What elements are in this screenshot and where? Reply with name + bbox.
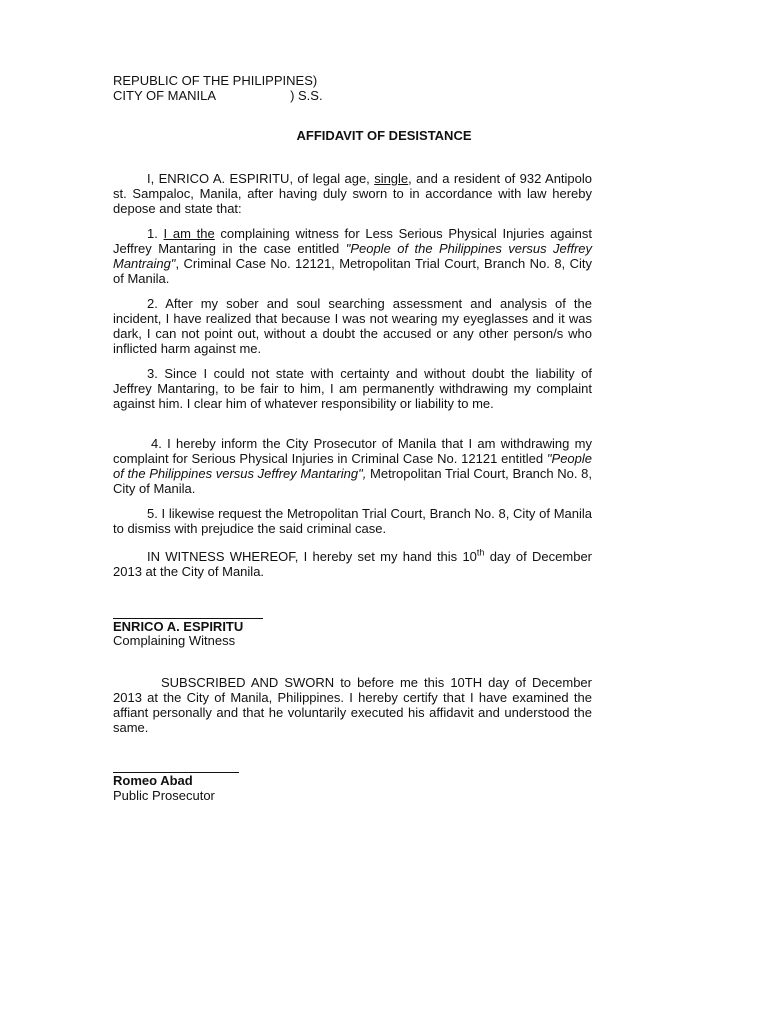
document-title: AFFIDAVIT OF DESISTANCE — [296, 128, 472, 143]
jurat-paragraph: SUBSCRIBED AND SWORN to before me this 10TH day of December 2013 at the City of Manila, Philippines. I hereby certify that I have examined the affiant personally and that he voluntarily executed his affidavit and understood the same. — [113, 675, 592, 735]
paragraph-1: 1. I am the complaining witness for Less Serious Physical Injuries against Jeffrey Mantaring in the case entitled "People of the Philippines versus Jeffrey Mantraing", Criminal Case No. 12121, Metropolitan Trial Court, Branch No. 8, City of Manila. — [113, 226, 593, 286]
civil-status: single — [374, 171, 409, 186]
case-title: "People of the Philippines versus Jeffrey Mantraing" — [113, 241, 593, 271]
venue-caption — [113, 73, 323, 103]
prosecutor-role: Public Prosecutor — [113, 788, 215, 803]
paragraph-5: 5. I likewise request the Metropolitan Trial Court, Branch No. 8, City of Manila to dismiss with prejudice the said criminal case. — [113, 506, 592, 536]
prosecutor-name: Romeo Abad — [113, 773, 193, 788]
caption-republic: REPUBLIC OF THE PHILIPPINES) — [113, 73, 318, 88]
paragraph-2: 2. After my sober and soul searching assessment and analysis of the incident, I have realized that because I was not wearing my eyeglasses and it was dark, I can not point out, without a doubt the accused or any other person/s who inflicted harm against me. — [113, 296, 592, 356]
case-title: "People of the Philippines versus Jeffrey Mantaring", — [113, 451, 592, 481]
affiant-role: Complaining Witness — [113, 633, 236, 648]
caption-city-row — [113, 88, 323, 103]
affiant-name: ENRICO A. ESPIRITU — [113, 619, 244, 634]
caption-ss: ) S.S. — [290, 88, 323, 103]
witness-clause: IN WITNESS WHEREOF, I hereby set my hand this 10th day of December 2013 at the City of Manila. — [113, 547, 592, 579]
caption-city: CITY OF MANILA — [113, 88, 217, 103]
intro-paragraph: I, ENRICO A. ESPIRITU, of legal age, single, and a resident of 932 Antipolo st. Sampaloc, Manila, after having duly sworn to in accordance with law hereby depose and state that: — [113, 171, 593, 216]
paragraph-3: 3. Since I could not state with certainty and without doubt the liability of Jeffrey Mantaring, to be fair to him, I am permanently withdrawing my complaint against him. I clear him of whatever responsibility or liability to me. — [113, 366, 592, 411]
paragraph-4: 4. I hereby inform the City Prosecutor of Manila that I am withdrawing my complaint for Serious Physical Injuries in Criminal Case No. 12121 entitled "People of the Philippines versus Jeffrey Mantaring", Metropolitan Trial Court, Branch No. 8, City of Manila. — [113, 436, 592, 496]
